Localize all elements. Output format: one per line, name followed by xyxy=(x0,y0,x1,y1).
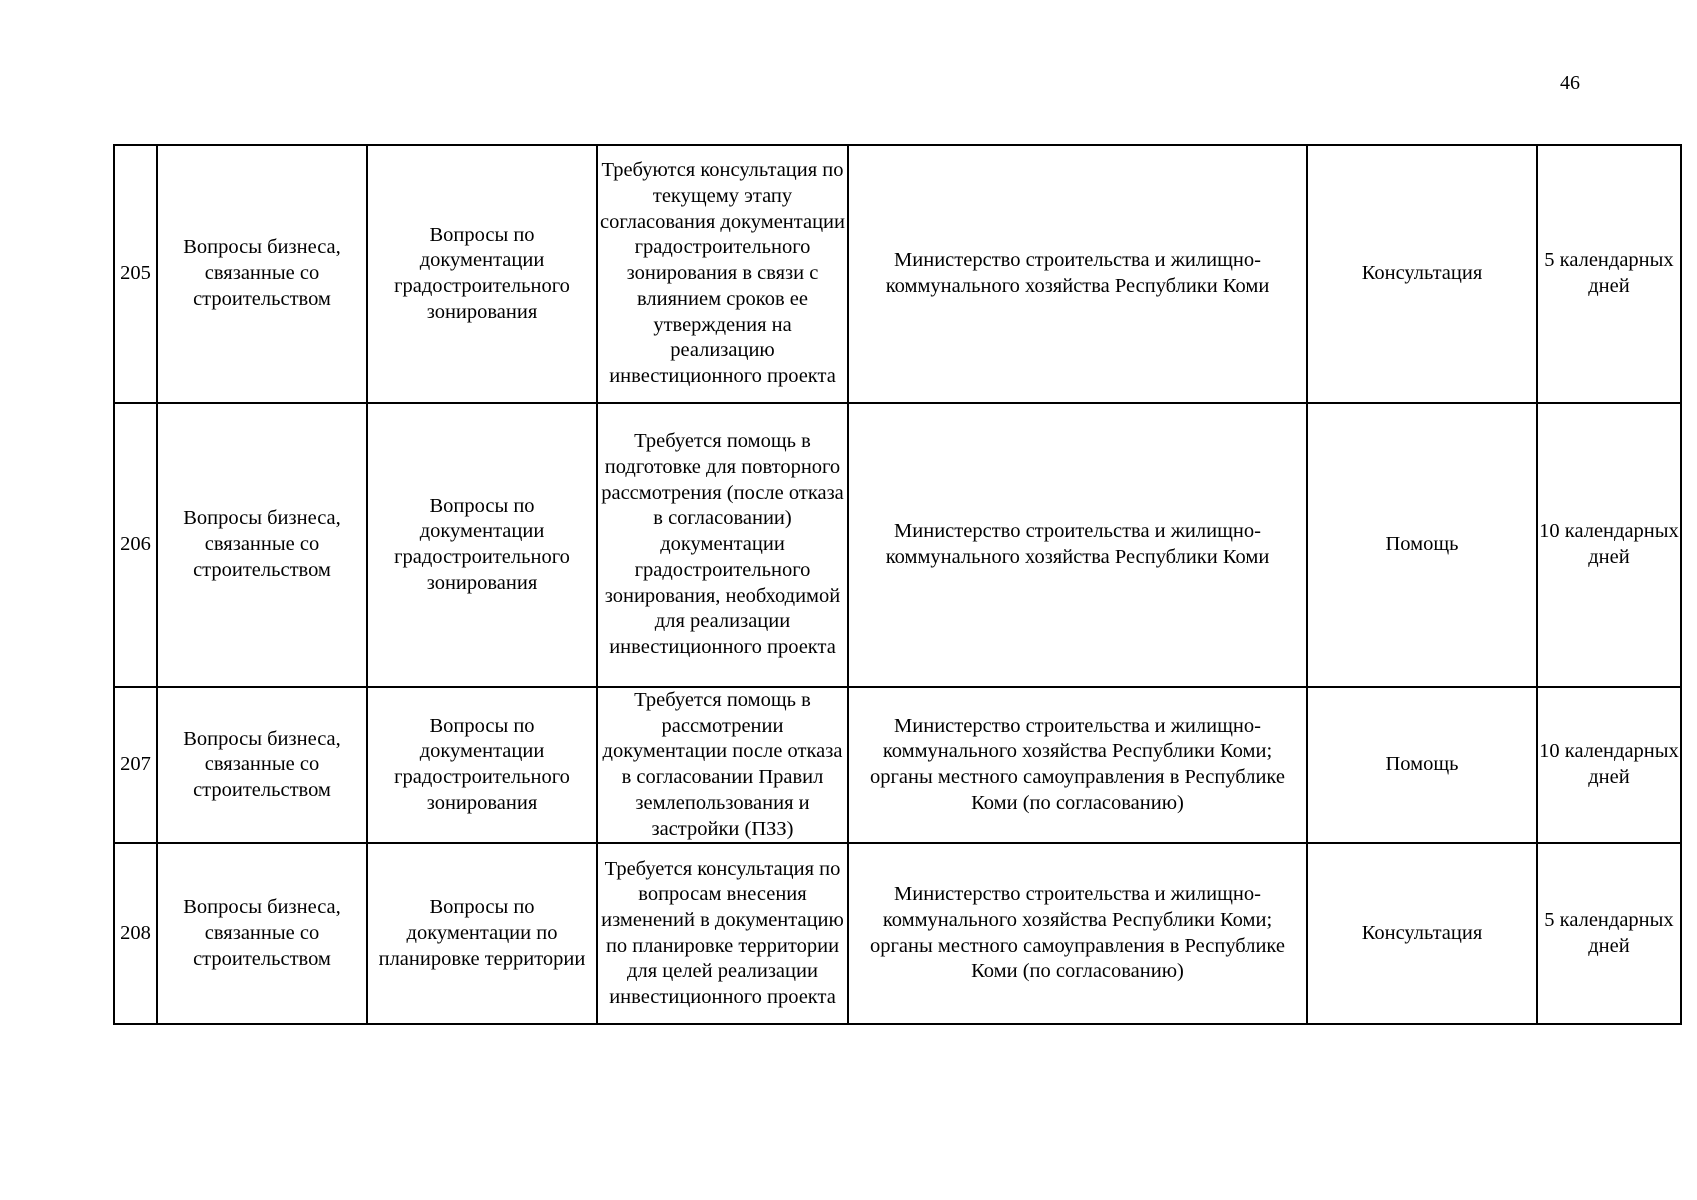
topic-cell: Вопросы по документации по планировке территории xyxy=(367,843,597,1024)
deadline-cell: 5 календарных дней xyxy=(1537,843,1681,1024)
measures-table xyxy=(113,144,1682,1025)
responsible-cell: Министерство строительства и жилищно-коммунального хозяйства Республики Коми xyxy=(848,403,1307,687)
support-type-cell: Консультация xyxy=(1307,145,1537,403)
category-cell: Вопросы бизнеса, связанные со строительством xyxy=(157,687,367,843)
table-row xyxy=(114,843,1681,1024)
table-row xyxy=(114,145,1681,403)
row-number: 206 xyxy=(114,403,157,687)
request-cell: Требуется помощь в подготовке для повторного рассмотрения (после отказа в согласовании) документации градостроительного зонирования, необходимой для реализации инвестиционного проекта xyxy=(597,403,848,687)
row-number: 205 xyxy=(114,145,157,403)
deadline-cell: 10 календарных дней xyxy=(1537,687,1681,843)
category-cell: Вопросы бизнеса, связанные со строительством xyxy=(157,403,367,687)
category-cell: Вопросы бизнеса, связанные со строительством xyxy=(157,145,367,403)
table-row xyxy=(114,687,1681,843)
category-cell: Вопросы бизнеса, связанные со строительством xyxy=(157,843,367,1024)
topic-cell: Вопросы по документации градостроительного зонирования xyxy=(367,687,597,843)
row-number: 208 xyxy=(114,843,157,1024)
topic-cell: Вопросы по документации градостроительного зонирования xyxy=(367,403,597,687)
request-cell: Требуется помощь в рассмотрении документации после отказа в согласовании Правил землепользования и застройки (ПЗЗ) xyxy=(597,687,848,843)
support-type-cell: Консультация xyxy=(1307,843,1537,1024)
responsible-cell: Министерство строительства и жилищно-коммунального хозяйства Республики Коми; органы местного самоуправления в Республике Коми (по согласованию) xyxy=(848,843,1307,1024)
support-type-cell: Помощь xyxy=(1307,687,1537,843)
request-cell: Требуется консультация по вопросам внесения изменений в документацию по планировке территории для целей реализации инвестиционного проекта xyxy=(597,843,848,1024)
responsible-cell: Министерство строительства и жилищно-коммунального хозяйства Республики Коми xyxy=(848,145,1307,403)
support-type-cell: Помощь xyxy=(1307,403,1537,687)
row-number: 207 xyxy=(114,687,157,843)
deadline-cell: 10 календарных дней xyxy=(1537,403,1681,687)
deadline-cell: 5 календарных дней xyxy=(1537,145,1681,403)
table-row xyxy=(114,403,1681,687)
request-cell: Требуются консультация по текущему этапу согласования документации градостроительного зонирования в связи с влиянием сроков ее утверждения на реализацию инвестиционного проекта xyxy=(597,145,848,403)
page-number: 46 xyxy=(1560,72,1580,94)
responsible-cell: Министерство строительства и жилищно-коммунального хозяйства Республики Коми; органы местного самоуправления в Республике Коми (по согласованию) xyxy=(848,687,1307,843)
topic-cell: Вопросы по документации градостроительного зонирования xyxy=(367,145,597,403)
